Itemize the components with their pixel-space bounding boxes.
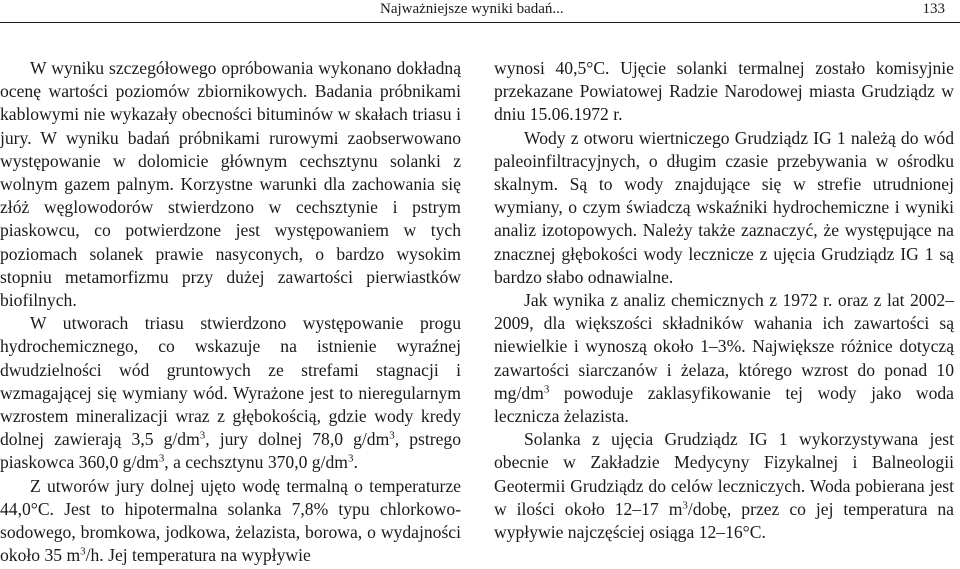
paragraph: W wyniku szczegółowego opróbowania wykonano dokładną ocenę wartości poziomów zbiornikowych. Badania próbnikami kablowymi nie wykazały obecności bituminów w skałach triasu i jury. W wyniku badań próbnikami rurowymi zaobserwowano występowanie w dolomicie głównym cechsztynu solanki z wolnym gazem palnym. Korzystne warunki dla zachowania się złóż węglowodorów stwierdzono w cechsztynie i pstrym piaskowcu, co potwierdzone jest występowaniem w tych poziomach solanek prawie nasyconych, o bardzo wysokim stopniu metamorfizmu przy dużej zawartości pierwiastków biofilnych. — [0, 58, 461, 311]
page-number: 133 — [922, 1, 945, 17]
paragraph: Wody z otworu wiertniczego Grudziądz IG 1 należą do wód paleoinfiltracyjnych, o długim czasie przebywania w ośrodku skalnym. Są to wody znajdujące się w strefie utrudnionej wymiany, o czym świadczą wskaźniki hydrochemiczne i wyniki analiz izotopowych. Należy także zaznaczyć, że występujące na znacznej głębokości wody lecznicze z ujęcia Grudziądz IG 1 są bardzo słabo odnawialne. — [494, 127, 954, 287]
paragraph: Solanka z ujęcia Grudziądz IG 1 wykorzystywana jest obecnie w Zakładzie Medycyny Fizykalnej i Balneologii Geotermii Grudziądz do celów leczniczych. Woda pobierana jest w ilości około 12–17 $m^3$/dobę, przez co jej temperatura na wypływie najczęściej osiąga 12–16°C. — [494, 429, 954, 543]
paragraph: W utworach triasu stwierdzono występowanie progu hydrochemicznego, co wskazuje na istnienie wyraźnej dwudzielności wód gruntowych ze strefami stagnacji i wzmagającej się wymiany wód. Wyrażone jest to nieregularnym wzrostem mineralizacji wraz z głębokością, gdzie wody kredy dolnej zawierają 3,5 $g/dm^3$, jury dolnej 78,0 $g/dm^3$, pstrego piaskowca 360,0 $g/dm^3$, a cechsztynu 370,0 $g/dm^3$. — [0, 313, 462, 473]
running-title: Najważniejsze wyniki badań... — [380, 1, 564, 17]
header-rule — [0, 22, 960, 23]
running-header — [0, 0, 960, 18]
paragraph-continued: wynosi 40,5°C. Ujęcie solanki termalnej zostało komisyjnie przekazane Powiatowej Radzie Narodowej miasta Grudziądz w dniu 15.06.1972 r. — [494, 58, 954, 125]
right-column — [494, 57, 954, 544]
paragraph: Z utworów jury dolnej ujęto wodę termalną o temperaturze 44,0°C. Jest to hipotermalna solanka 7,8% typu chlorkowo-sodowego, bromkowa, jodkowa, żelazista, borowa, o wydajności około 35 $m^3/h$. Jej temperatura na wypływie — [0, 475, 461, 566]
left-column — [0, 57, 461, 567]
paragraph: Jak wynika z analiz chemicznych z 1972 r. oraz z lat 2002–2009, dla większości składników wahania ich zawartości są niewielkie i wynoszą około 1–3%. Największe różnice dotyczą zawartości siarczanów i żelaza, którego wzrost do ponad 10 $mg/dm^3$ powoduje zaklasyfikowanie tej wody jako woda lecznicza żelazista. — [494, 290, 954, 427]
